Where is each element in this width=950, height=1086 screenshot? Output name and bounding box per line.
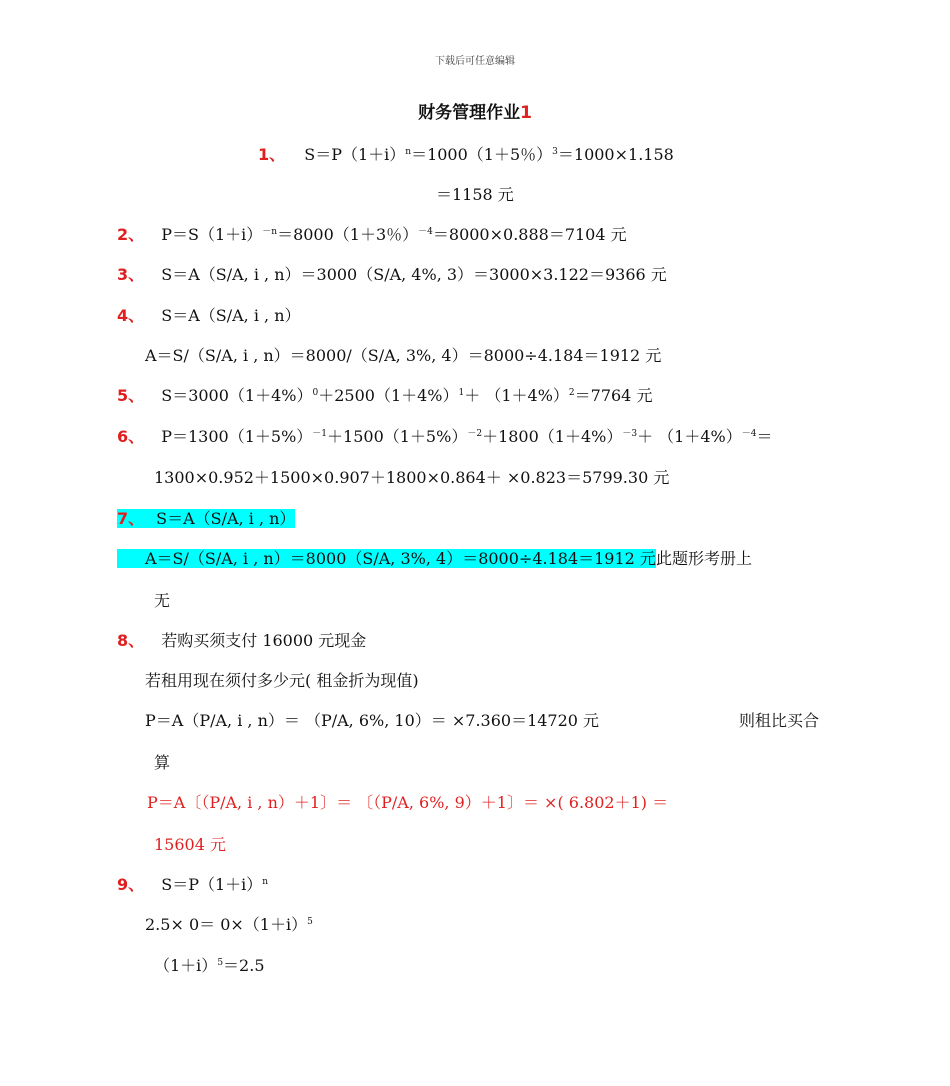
item-7-continuation [117,546,752,569]
item-number: 2、 [117,225,145,244]
item-8-line-3-tail: 则租比买合 [739,711,820,730]
formula: $S=3000(1+4\%)^0+2500(1+4\%)^1+ (1+4\%)^2=7764$ 元 [161,386,653,405]
title-number: 1 [520,103,532,123]
page-header: 下载后可任意编辑 [435,56,515,67]
item-8-line-6: 15604 元 [154,835,226,854]
item-8 [117,628,366,651]
item-3 [117,262,667,285]
formula: $P=S(1+i)^{-n}=8000(1+3$％）$^{-4}$＝8000×0.888＝7104 元 [161,225,627,244]
item-number: 7、 [117,509,145,528]
formula: S＝A（S/A, i , n）＝3000（S/A, 4%, 3）＝3000×3.122＝9366 元 [161,265,667,284]
item-9-line-2: $2.5\times 0= 0\times(1+i)^5$ [145,915,313,934]
note-text: 此题形考册上 [655,549,752,568]
item-8-line-2: 若租用现在须付多少元( 租金折为现值) [145,671,419,690]
title-text: 财务管理作业 [418,103,521,123]
item-number: 8、 [117,631,145,650]
question-text: 若购买须支付 16000 元现金 [161,631,367,650]
item-2 [117,222,627,245]
formula: $P=1300(1+5\%)^{-1}+1500(1+5\%)^{-2}+1800(1+4\%)^{-3}+ (1+4\%)^{-4}=$ [161,427,773,446]
highlighted-formula: A＝S/（S/A, i , n）＝8000（S/A, 3%, 4）＝8000÷4.184＝1912 元 [117,549,656,568]
item-9 [117,872,268,895]
item-number: 5、 [117,386,145,405]
item-1 [258,142,674,165]
item-7 [117,506,295,529]
item-number: 1、 [258,145,286,164]
item-8-line-3: P＝A（P/A, i , n）＝ （P/A, 6%, 10）＝ ×7.360＝14720 元 [145,711,600,730]
formula: S＝A（S/A, i , n） [156,509,296,528]
item-5 [117,383,652,406]
item-number: 9、 [117,875,145,894]
formula: $S=P(1+i)^n$ [161,875,269,894]
formula: $S=P(1+i)^n=1000(1+5$％）$^3$＝1000×1.158 [304,145,674,164]
item-6-continuation: 1300×0.952＋1500×0.907＋1800×0.864＋ ×0.823＝5799.30 元 [154,468,670,487]
item-9-line-3: $(1+i)^5=2.5$ [154,956,265,975]
item-4-continuation: A＝S/（S/A, i , n）＝8000/（S/A, 3%, 4）＝8000÷4.184＝1912 元 [145,346,662,365]
item-number: 3、 [117,265,145,284]
formula: S＝A（S/A, i , n） [161,306,301,325]
document-title [0,98,950,123]
item-number: 6、 [117,427,145,446]
item-7-note-continuation: 无 [154,591,171,610]
item-8-line-5: P＝A〔（P/A, i , n）＋1〕＝ 〔（P/A, 6%, 9）＋1〕＝ ×( 6.802＋1) ＝ [147,793,669,812]
item-number: 4、 [117,306,145,325]
item-1-continuation: ＝1158 元 [436,185,514,204]
item-4 [117,303,301,326]
item-6 [117,424,773,447]
item-8-line-4: 算 [154,753,171,772]
